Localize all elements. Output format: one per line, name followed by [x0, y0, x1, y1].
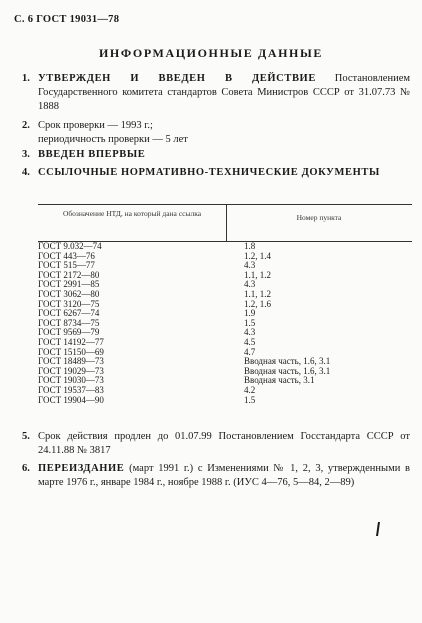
row-item-number: Вводная часть, 1.6, 3.1	[244, 365, 331, 376]
row-item-number: 4.7	[244, 346, 256, 357]
row-document: ГОСТ 9.032—74	[38, 241, 102, 251]
row-item-number: 1.1, 1.2	[244, 288, 271, 299]
row-document: ГОСТ 515—77	[38, 260, 95, 271]
section-number: 6.	[22, 463, 30, 474]
row-document: ГОСТ 19904—90	[38, 394, 104, 405]
section-heading: ССЫЛОЧНЫЕ НОРМАТИВНО-ТЕХНИЧЕСКИЕ ДОКУМЕНТЫ	[38, 167, 380, 178]
row-item-number: 4.5	[244, 336, 256, 347]
page-header: С. 6 ГОСТ 19031—78	[14, 14, 120, 25]
section-text: Постановлением Государственного комитета стандартов Совета Министров СССР от 31.07.73 № 1888	[38, 73, 410, 112]
row-item-number: Вводная часть, 1.6, 3.1	[244, 356, 331, 367]
row-document: ГОСТ 3062—80	[38, 288, 100, 299]
section-text-line: периодичность проверки — 5 лет	[38, 134, 188, 145]
row-document: ГОСТ 15150—69	[38, 346, 104, 357]
section-number: 1.	[22, 73, 30, 84]
row-item-number: 1.2, 1.6	[244, 298, 271, 309]
row-item-number: 1.9	[244, 308, 256, 319]
row-document: ГОСТ 2991—85	[38, 279, 100, 290]
row-item-number: 1.2, 1.4	[244, 250, 271, 261]
table-header-documents: Обозначение НТД, на который дана ссылка	[62, 209, 202, 218]
row-item-number: Вводная часть, 3.1	[244, 375, 315, 386]
row-document: ГОСТ 6267—74	[38, 308, 100, 319]
section-text: (март 1991 г.) с Изменениями № 1, 2, 3, утвержденными в марте 1976 г., январе 1984 г., ноябре 1988 г. (ИУС 4—76, 5—84, 2—89)	[38, 463, 410, 488]
row-document: ГОСТ 19030—73	[38, 375, 104, 386]
row-document: ГОСТ 8734—75	[38, 317, 100, 328]
pen-mark	[376, 522, 380, 536]
table-header-items: Номер пункта	[296, 213, 342, 222]
section-heading: УТВЕРЖДЕН И ВВЕДЕН В ДЕЙСТВИЕ	[38, 73, 316, 84]
row-document: ГОСТ 2172—80	[38, 269, 100, 280]
section-4	[22, 166, 410, 180]
row-item-number: 4.3	[244, 279, 256, 290]
section-3	[22, 148, 410, 162]
row-item-number: 4.2	[244, 384, 256, 395]
section-number: 2.	[22, 120, 30, 131]
section-2	[22, 119, 410, 147]
row-document: ГОСТ 19029—73	[38, 365, 104, 376]
section-text-line: Срок проверки — 1993 г.;	[38, 120, 153, 131]
table-top-rule	[38, 204, 412, 205]
references-table	[38, 204, 412, 410]
section-number: 5.	[22, 431, 30, 442]
row-document: ГОСТ 443—76	[38, 250, 95, 261]
row-item-number: 4.3	[244, 260, 256, 271]
row-document: ГОСТ 19537—83	[38, 384, 104, 395]
row-item-number: 1.1, 1.2	[244, 269, 271, 280]
row-document: ГОСТ 9569—79	[38, 327, 100, 338]
row-document: ГОСТ 14192—77	[38, 336, 104, 347]
row-document: ГОСТ 18489—73	[38, 356, 104, 367]
table-row	[38, 396, 412, 406]
section-number: 3.	[22, 149, 30, 160]
row-item-number: 1.5	[244, 394, 256, 405]
row-item-number: 1.8	[244, 241, 256, 251]
table-column-divider	[226, 204, 227, 241]
section-number: 4.	[22, 167, 30, 178]
section-6	[22, 462, 410, 490]
row-document: ГОСТ 3120—75	[38, 298, 100, 309]
section-heading: ПЕРЕИЗДАНИЕ	[38, 463, 125, 474]
table-body	[38, 242, 412, 405]
section-text: Срок действия продлен до 01.07.99 Постановлением Госстандарта СССР от 24.11.88 № 3817	[38, 431, 410, 456]
section-heading: ВВЕДЕН ВПЕРВЫЕ	[38, 149, 146, 160]
section-1	[22, 72, 410, 114]
section-5	[22, 430, 410, 458]
page-title: ИНФОРМАЦИОННЫЕ ДАННЫЕ	[99, 46, 323, 60]
row-item-number: 1.5	[244, 317, 256, 328]
row-item-number: 4.3	[244, 327, 256, 338]
